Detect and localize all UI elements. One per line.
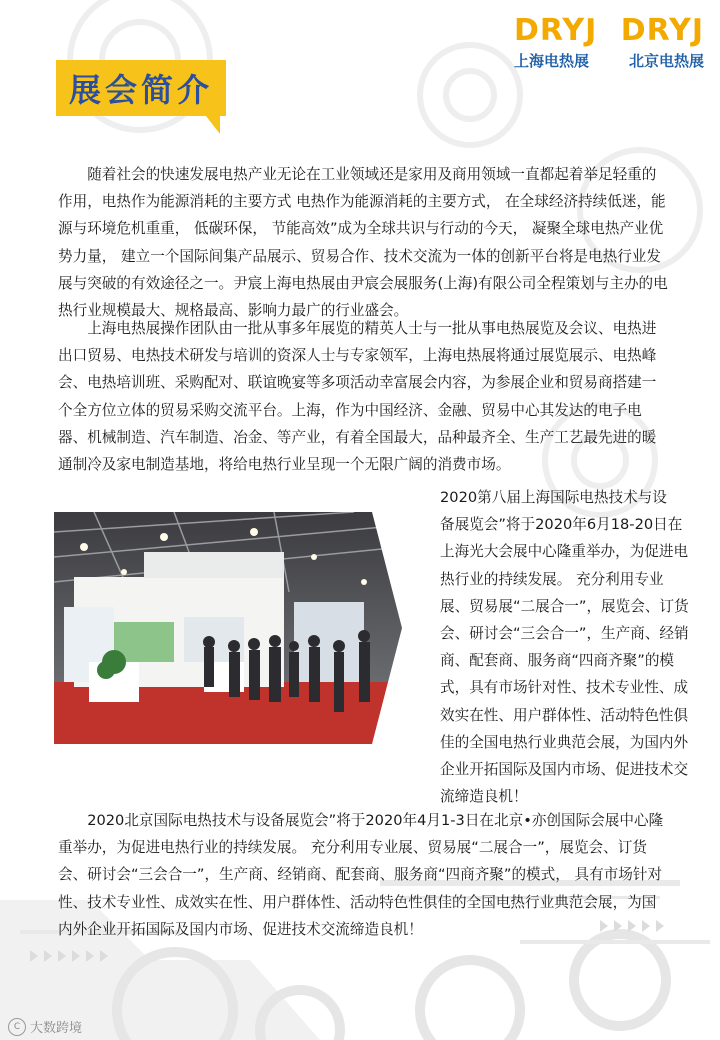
watermark xyxy=(8,1017,82,1036)
section-title: 展会简介 xyxy=(68,71,213,109)
brand-logo xyxy=(514,14,704,71)
logo-caption-right: 北京电热展 xyxy=(628,52,704,70)
logo-mark-left: DRYJ xyxy=(514,13,598,48)
logo-mark-right: DRYJ xyxy=(620,13,704,48)
shanghai-expo-first-line: 2020第八届上海国际电热技术与设 xyxy=(440,489,667,506)
beijing-expo-paragraph: 2020北京国际电热技术与设备展览会”将于2020年4月1-3日在北京•亦创国际会展中心隆重举办，为促进电热行业的持续发展。 充分利用专业展、贸易展“二展合一”，展览会、订货会、研讨会“三会合一”，生产商、经销商、配套商、服务商“四商齐聚”的模式， 具有市场针对性、技术专业性、成效实在性、用户群体性、活动特色性俱佳的全国电热行业典范会展，为国内外企业开拓国际及国内市场、促进技术交流缔造良机！ xyxy=(58,812,664,938)
copyright-icon: C xyxy=(8,1018,26,1036)
intro-paragraph-1: 随着社会的快速发展电热产业无论在工业领域还是家用及商用领域一直都起着举足轻重的作用，电热作为能源消耗的主要方式 电热作为能源消耗的主要方式， 在全球经济持续低迷，能源与环境危机重重， 低碳环保， 节能高效”成为全球共识与行动的今天， 凝聚全球电热产业优势力量， 建立一个国际间集产品展示、贸易合作、技术交流为一体的创新平台将是电热行业发展与突破的有效途径之一。尹宸上海电热展由尹宸会展服务(上海)有限公司全程策划与主办的电热行业规模最大、规格最高、影响力最广的行业盛会。 xyxy=(58,166,668,320)
shanghai-expo-paragraph xyxy=(440,484,690,810)
shanghai-expo-body: 备展览会”将于2020年6月18-20日在上海光大会展中心隆重举办，为促进电热行业的持续发展。 充分利用专业展、贸易展“二展合一”，展览会、订货会、研讨会“三会合一”，生产商、经销商、配套商、服务商“四商齐聚”的模式，具有市场针对性、技术专业性、成效实在性、用户群体性、活动特色性俱佳的全国电热行业典范会展，为国内外企业开拓国际及国内市场、促进技术交流缔造良机！ xyxy=(440,516,689,806)
exhibition-booth-photo xyxy=(54,512,402,744)
logo-caption-left: 上海电热展 xyxy=(514,52,590,70)
watermark-text: 大数跨境 xyxy=(30,1021,83,1036)
section-title-badge xyxy=(56,60,226,116)
intro-paragraph-2: 上海电热展操作团队由一批从事多年展览的精英人士与一批从事电热展览及会议、电热进出口贸易、电热技术研发与培训的资深人士与专家领军，上海电热展将通过展览展示、电热峰会、电热培训班、采购配对、联谊晚宴等多项活动幸富展会内容，为参展企业和贸易商搭建一个全方位立体的贸易采购交流平台。上海，作为中国经济、金融、贸易中心其发达的电子电器、机械制造、汽车制造、冶金、等产业，有着全国最大，品种最齐全、生产工艺最先进的暖通制冷及家电制造基地，将给电热行业呈现一个无限广阔的消费市场。 xyxy=(58,320,657,474)
